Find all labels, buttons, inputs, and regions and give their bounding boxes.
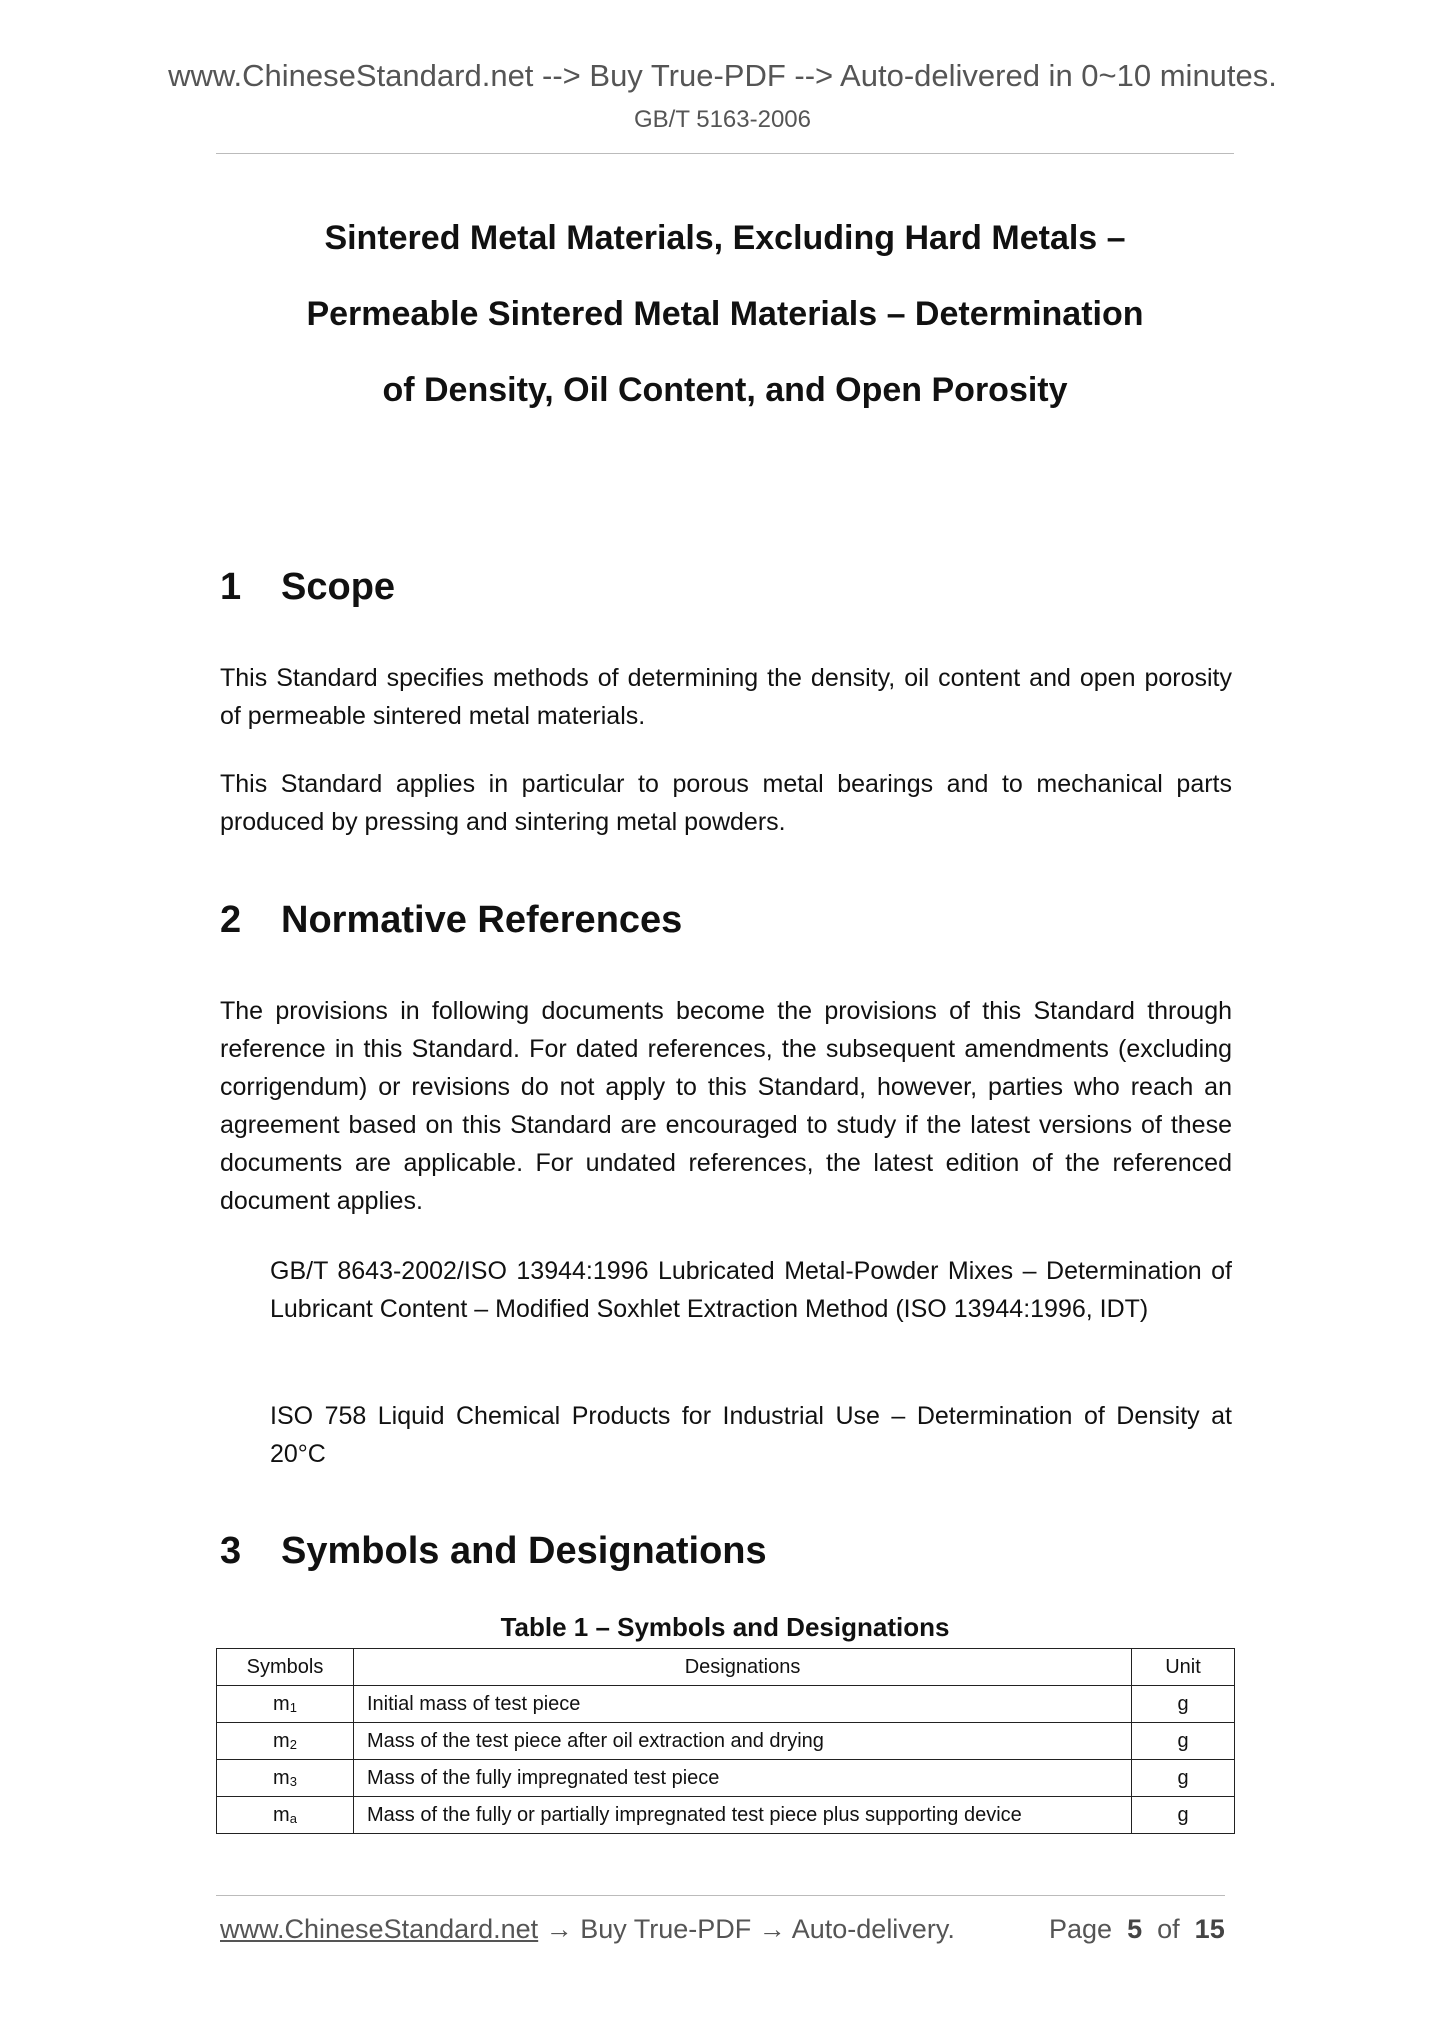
scope-paragraph-1: This Standard specifies methods of determining the density, oil content and open porosity of permeable sintered metal materials. [220, 664, 1232, 730]
title-line-1: Sintered Metal Materials, Excluding Hard Metals – [324, 219, 1126, 257]
designation-cell: Mass of the test piece after oil extraction and drying [354, 1723, 1132, 1760]
column-header-designations: Designations [354, 1649, 1132, 1686]
current-page-number: 5 [1127, 1914, 1143, 1944]
section-3-heading [220, 1530, 767, 1573]
designation-cell: Mass of the fully or partially impregnated test piece plus supporting device [354, 1797, 1132, 1834]
section-1-heading [220, 566, 395, 609]
symbol-cell: $m_1$ [217, 1686, 354, 1723]
scope-paragraph-2: This Standard applies in particular to porous metal bearings and to mechanical parts produced by pressing and sintering metal powders. [220, 770, 1232, 836]
section-2-heading [220, 899, 682, 942]
table-row [217, 1760, 1235, 1797]
symbol-cell: $m_3$ [217, 1760, 354, 1797]
footer-divider [216, 1895, 1225, 1896]
symbol-cell: $m_a$ [217, 1797, 354, 1834]
title-line-2: Permeable Sintered Metal Materials – Determination [306, 295, 1144, 333]
footer-promo-text: → Buy True-PDF → Auto-delivery. [538, 1914, 955, 1944]
total-pages: 15 [1194, 1914, 1225, 1944]
footer-site-link[interactable]: www.ChineseStandard.net [220, 1914, 539, 1944]
document-title [216, 211, 1234, 439]
table-row [217, 1797, 1235, 1834]
table-header-row [217, 1649, 1235, 1686]
section-number: 2 [220, 899, 242, 941]
header-banner: www.ChineseStandard.net --> Buy True-PDF --> Auto-delivered in 0~10 minutes. [168, 58, 1277, 93]
unit-cell: g [1132, 1760, 1235, 1797]
reference-item-iso-758: ISO 758 Liquid Chemical Products for Industrial Use – Determination of Density at 20°C [270, 1402, 1232, 1468]
table-row [217, 1686, 1235, 1723]
designation-cell: Mass of the fully impregnated test piece [354, 1760, 1132, 1797]
section-title: Normative References [281, 899, 683, 941]
section-number: 3 [220, 1530, 242, 1572]
section-number: 1 [220, 566, 242, 608]
unit-cell: g [1132, 1723, 1235, 1760]
reference-item-gbt-8643: GB/T 8643-2002/ISO 13944:1996 Lubricated Metal-Powder Mixes – Determination of Lubricant Content – Modified Soxhlet Extraction Method (ISO 13944:1996, IDT) [270, 1257, 1232, 1323]
table-caption: Table 1 – Symbols and Designations [500, 1612, 950, 1642]
page-indicator: Page 5 of 15 [1049, 1914, 1225, 1944]
column-header-symbols: Symbols [217, 1649, 354, 1686]
section-title: Symbols and Designations [281, 1530, 767, 1572]
designation-cell: Initial mass of test piece [354, 1686, 1132, 1723]
symbol-cell: $m_2$ [217, 1723, 354, 1760]
standard-code: GB/T 5163-2006 [633, 106, 811, 133]
column-header-unit: Unit [1132, 1649, 1235, 1686]
unit-cell: g [1132, 1686, 1235, 1723]
unit-cell: g [1132, 1797, 1235, 1834]
title-line-3: of Density, Oil Content, and Open Porosity [382, 371, 1068, 409]
section-title: Scope [281, 566, 396, 608]
symbols-table [216, 1648, 1235, 1834]
references-paragraph: The provisions in following documents become the provisions of this Standard through reference in this Standard. For dated references, the subsequent amendments (excluding corrigendum) or revisions do not apply to this Standard, however, parties who reach an agreement based on this Standard are encouraged to study if the latest versions of these documents are applicable. For undated references, the latest edition of the referenced document applies. [220, 997, 1232, 1215]
footer-promo [220, 1914, 955, 1945]
table-row [217, 1723, 1235, 1760]
header-divider [216, 153, 1234, 154]
